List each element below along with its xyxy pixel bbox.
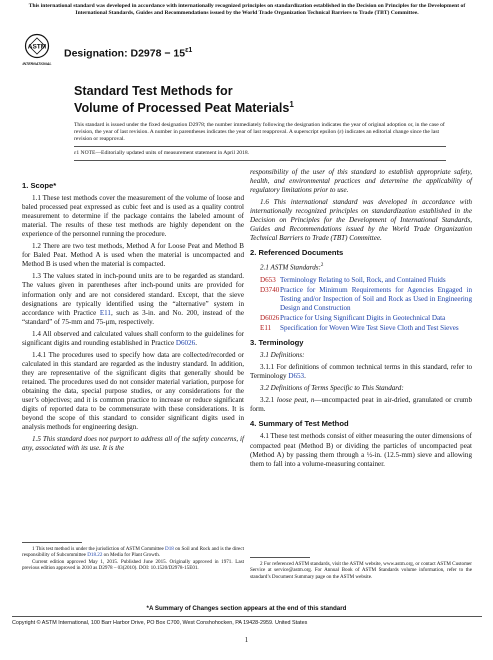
section-heading-scope: 1. Scope* — [22, 181, 57, 190]
footnote-divider — [250, 557, 310, 558]
standard-note: This standard is issued under the fixed designation D2978; the number immediately following the designation indicates the year of original adoption or, in the case of revision, the year of last revision. A number in parentheses indicates the year of last reapproval. A superscript epsilon (ε) indicates an editorial change since the last revision or reapproval. — [74, 122, 445, 142]
reference-code[interactable]: D6026 — [260, 314, 280, 323]
logo-subtext: INTERNATIONAL — [22, 62, 52, 66]
editorial-note: ε1 NOTE—Editorially updated units of measurement statement in April 2018. — [74, 150, 250, 156]
paragraph-1-6: 1.6 This international standard was developed in accordance with internationally recognized principles on standardization established in the Decision on Principles for the Development of International Standards, Guides and Recommendations issued by the World Trade Organization Technical Barriers to Trade (TBT) Committee. — [250, 198, 472, 243]
astm-logo — [24, 34, 50, 70]
paragraph-3-2: 3.2 Definitions of Terms Specific to This Standard: — [260, 384, 404, 393]
page-number: 1 — [244, 636, 249, 644]
reference-title[interactable]: Specification for Woven Wire Test Sieve Cloth and Test Sieves — [280, 324, 459, 333]
tbt-banner: This international standard was developed in accordance with internationally recognized principles on standardization established in the Decision on Principles for the Development of International Standards, Guides and Recommendations issued by the World Trade Organization Technical Barriers to Trade (TBT) Committee. — [28, 3, 466, 16]
paragraph-3-2-1: 3.2.1 loose peat, n—uncompacted peat in air-dried, granulated or crumb form. — [250, 396, 472, 414]
paragraph-1-5: 1.5 This standard does not purport to address all of the safety concerns, if any, associated with its use. It is the — [22, 435, 244, 453]
footnote-divider — [22, 542, 82, 543]
left-column — [22, 176, 244, 456]
copyright: Copyright © ASTM International, 100 Barr Harbor Drive, PO Box C700, West Conshohocken, PA 19428-2959. United States — [12, 620, 308, 626]
reference-item[interactable] — [260, 276, 472, 285]
reference-item[interactable] — [260, 314, 472, 323]
footer-divider — [12, 616, 482, 617]
footnote-2: 2 For referenced ASTM standards, visit the ASTM website, www.astm.org, or contact ASTM Customer Service at service@astm.org. For Annual Book of ASTM Standards volume information, refer to the standard’s Document Summary page on the ASTM website. — [250, 561, 472, 580]
paragraph-3-1-1: 3.1.1 For definitions of common technical terms in this standard, refer to Terminology D653. — [250, 363, 472, 381]
reference-item[interactable] — [260, 286, 472, 313]
link-d18[interactable]: D18 — [165, 546, 174, 552]
section-heading-terminology: 3. Terminology — [250, 338, 304, 348]
paragraph-1-5-cont: responsibility of the user of this standard to establish appropriate safety, health, and environmental practices and determine the applicability of regulatory limitations prior to use. — [250, 168, 472, 195]
reference-list — [250, 276, 472, 333]
paragraph-1-2: 1.2 There are two test methods, Method A for Loose Peat and Method B for Baled Peat. Method A is used when the material is uncompacted and Method B is used when the material is compacted. — [22, 242, 244, 269]
title-line-1: Standard Test Methods for — [74, 84, 233, 98]
divider — [74, 146, 446, 147]
reference-code[interactable]: E11 — [260, 324, 272, 333]
designation-superscript: ε1 — [185, 47, 193, 54]
paragraph-1-1: 1.1 These test methods cover the measurement of the volume of loose and baled processed peat expressed as cubic feet and is used as a quality control measurement to determine if the package contains the labeled amount of material. The results of these test methods are highly dependent on the experience of the personnel running the procedure. — [22, 194, 244, 239]
divider — [74, 160, 446, 161]
right-column — [250, 168, 472, 472]
reference-title[interactable]: Terminology Relating to Soil, Rock, and Contained Fluids — [280, 275, 446, 284]
reference-title[interactable]: Practice for Using Significant Digits in Geotechnical Data — [280, 314, 446, 323]
link-d6026[interactable]: D6026 — [175, 338, 196, 347]
summary-of-changes-note: *A Summary of Changes section appears at the end of this standard — [146, 605, 347, 612]
section-heading-referenced-documents: 2. Referenced Documents — [250, 248, 344, 258]
section-heading-summary: 4. Summary of Test Method — [250, 419, 349, 429]
title-line-2: Volume of Processed Peat Materials$^1$ — [74, 100, 294, 116]
designation: Designation: $D2978 - 15^{\varepsilon 1}$ — [64, 47, 193, 60]
reference-item[interactable] — [260, 324, 472, 333]
paragraph-3-1: 3.1 Definitions: — [260, 351, 305, 360]
logo-text: ASTM — [27, 43, 47, 51]
reference-code[interactable]: D653 — [260, 275, 276, 284]
document-title — [74, 84, 294, 115]
link-e11[interactable]: E11 — [99, 308, 111, 317]
link-d653[interactable]: D653 — [288, 372, 305, 381]
reference-code[interactable]: D3740 — [260, 285, 280, 294]
paragraph-1-3: 1.3 The values stated in inch-pound units are to be regarded as standard. The values given in parentheses after inch-pound units are provided for information only and are not considered standard. Except, that the sieve designations are typically identified using the “alternative” system in accordance with Practice E11, such as 3-in. and No. 200, instead of the “standard” of 75-mm and 75-μm, respectively. — [22, 272, 244, 326]
footnote-1: 1 This test method is under the jurisdiction of ASTM Committee D18 on Soil and Rock and is the direct responsibility of Subcommittee D18.22 on Media for Plant Growth. Current edition approved May 1, 2015. Published June 2015. Originally approved in 1971. Last previous edition approved in 2010 as D2978 – 03(2010). DOI: 10.1520/D2978-15E01. — [22, 546, 244, 572]
paragraph-1-4: 1.4 All observed and calculated values shall conform to the guidelines for significant digits and rounding established in Practice D6026. — [22, 329, 244, 347]
paragraph-4-1: 4.1 These test methods consist of either measuring the outer dimensions of compacted peat (Method B) or dividing the particles of uncompacted peat (Method A) by passing them through a ½-in. (12.5-mm) sieve and allowing them to fall into a volume-measuring container. — [250, 432, 472, 468]
paragraph-1-4-1: 1.4.1 The procedures used to specify how data are collected/recorded or calculated in this standard are regarded as the industry standard. In addition, they are representative of the significant digits that generally should be retained. The procedures used do not consider material variation, purpose for obtaining the data, special purpose studies, or any considerations for the user’s objectives; and it is common practice to increase or reduce significant digits of reported data to be commensurate with these considerations. It is beyond the scope of this standard to consider significant digits used in analysis methods for engineering design. — [22, 350, 244, 432]
reference-title[interactable]: Practice for Minimum Requirements for Agencies Engaged in Testing and/or Inspection of Soil and Rock as Used in Engineering Design and Construction — [280, 285, 472, 312]
paragraph-2-1: 2.1 ASTM Standards:$^2$ — [260, 263, 324, 272]
link-d18-22[interactable]: D18.22 — [87, 552, 103, 559]
